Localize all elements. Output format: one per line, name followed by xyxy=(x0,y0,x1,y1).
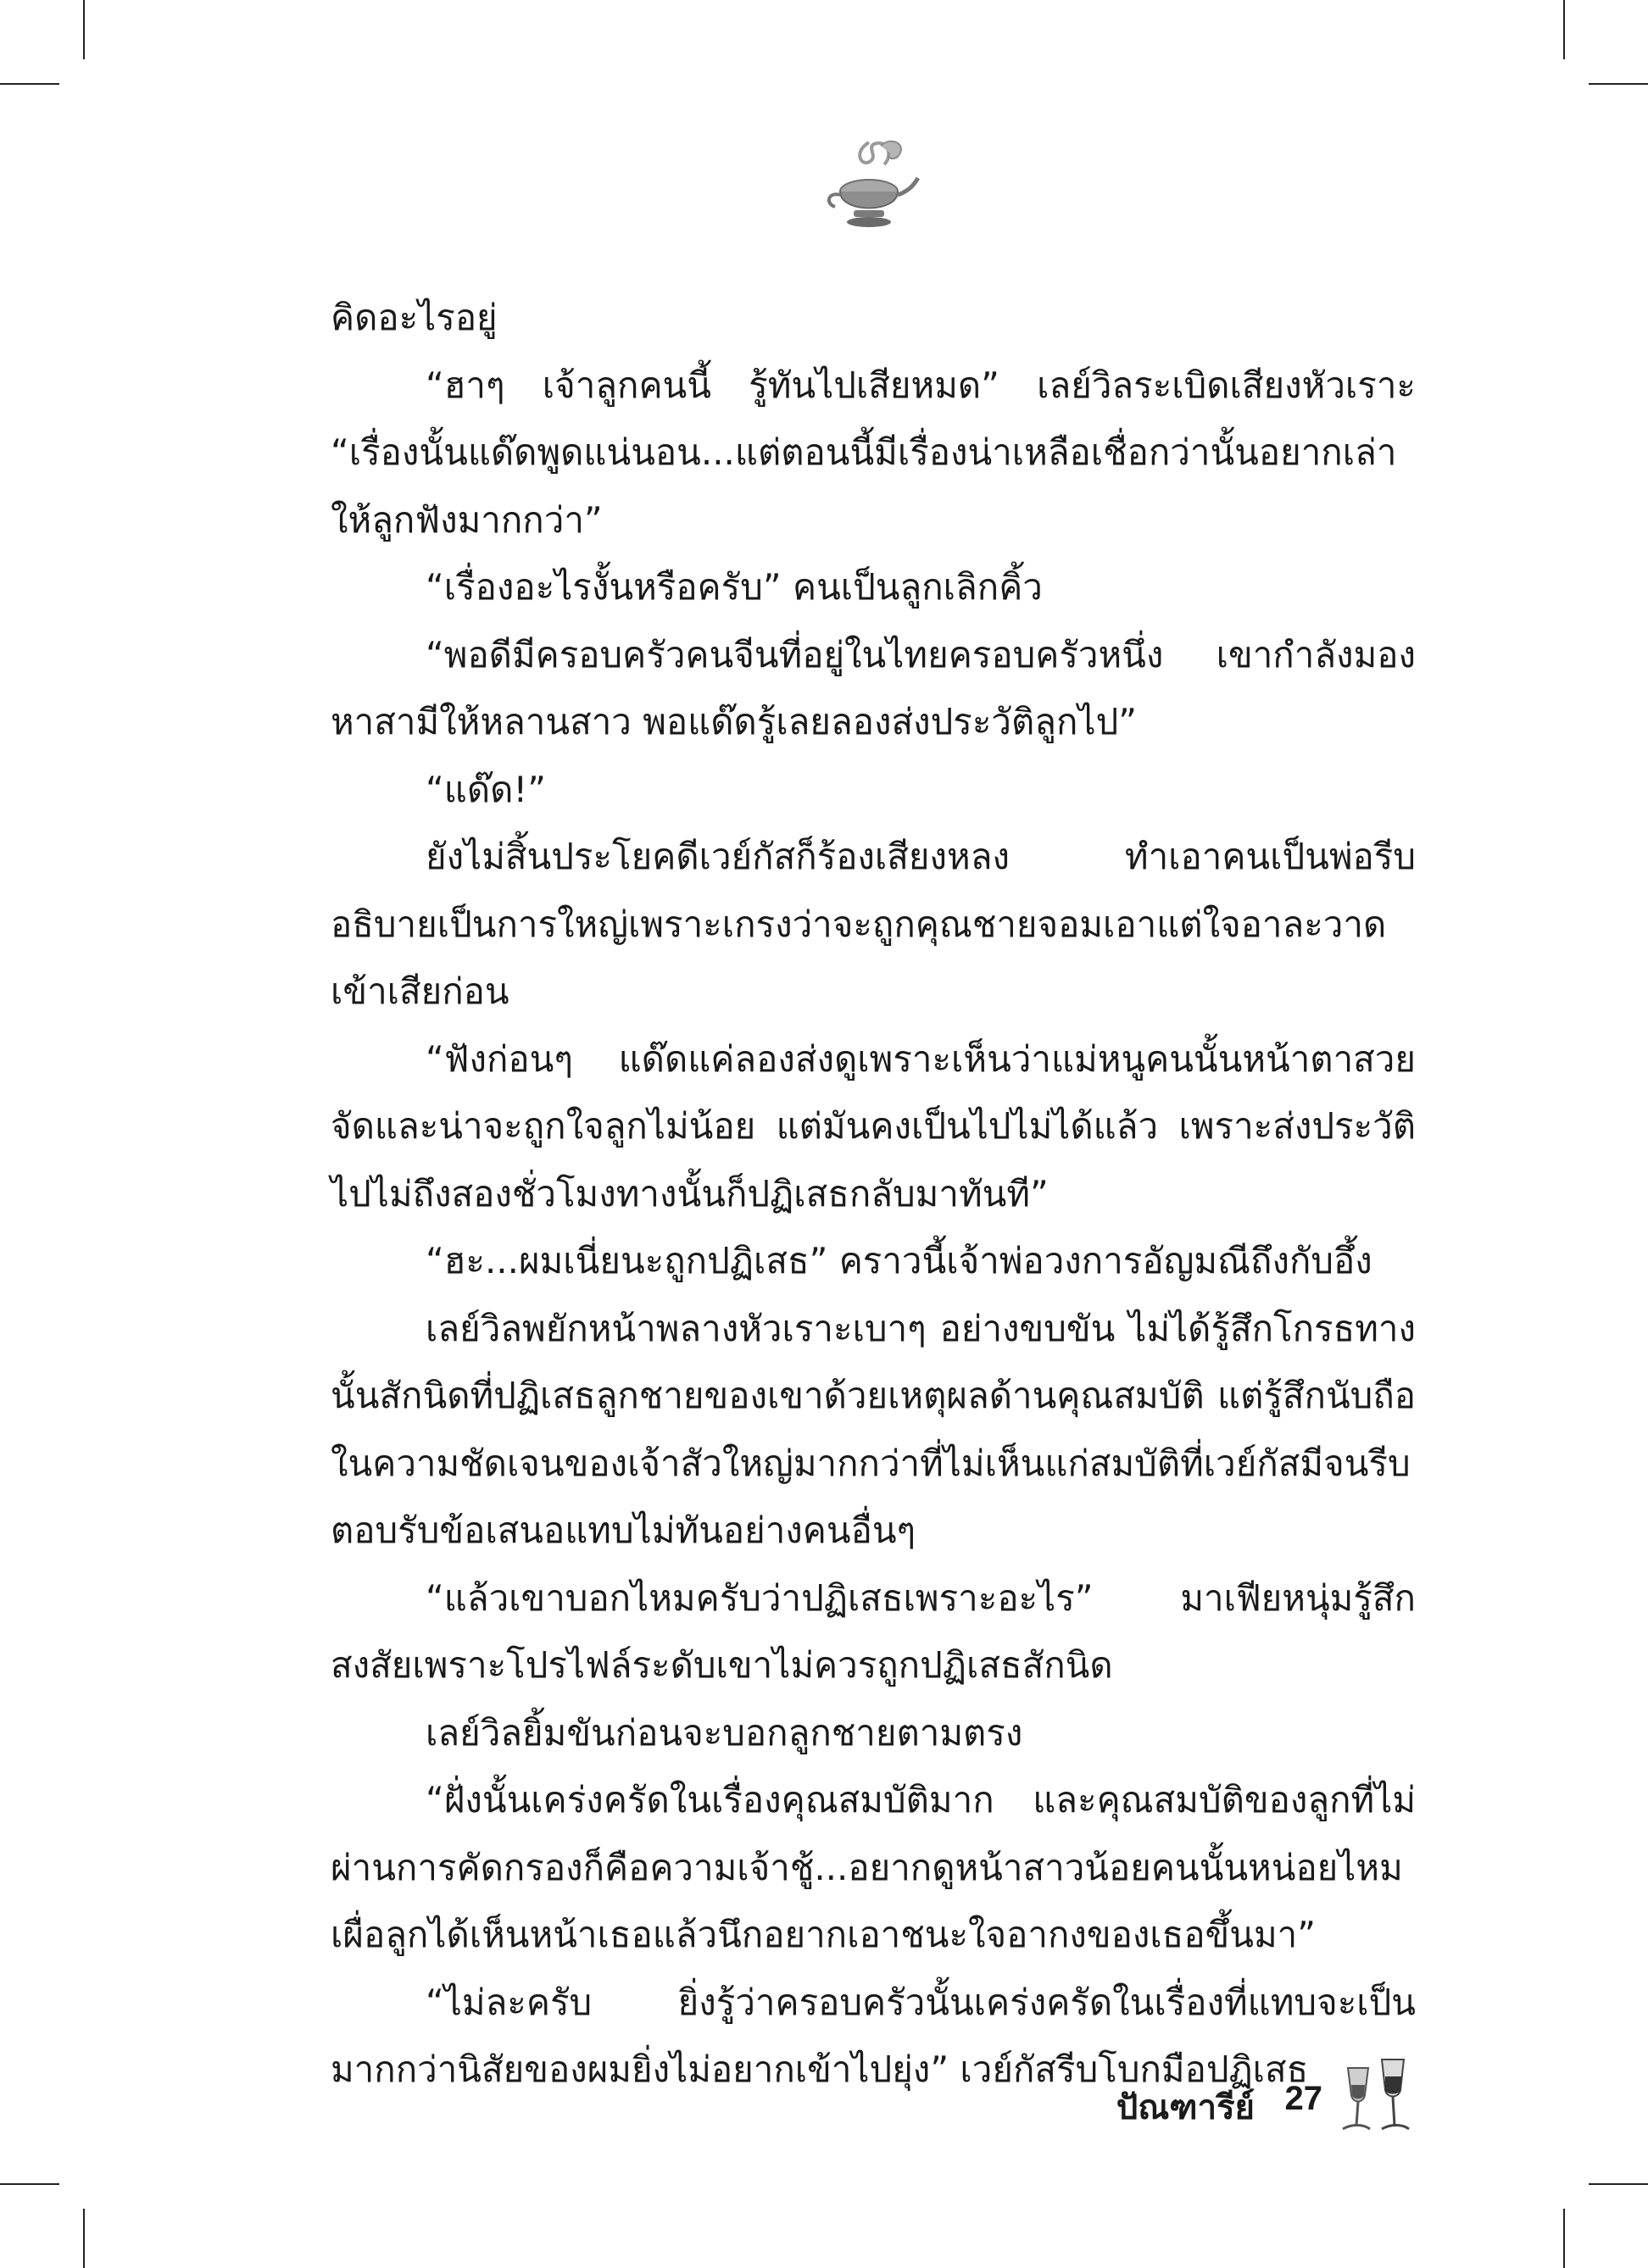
crop-mark xyxy=(1589,83,1648,85)
paragraph: เลย์วิลยิ้มขันก่อนจะบอกลูกชายตามตรง xyxy=(426,1711,1023,1754)
paragraph: เลย์วิลพยักหน้าพลางหัวเราะเบาๆ อย่างขบขัน ไม่ได้รู้สึกโกรธทางนั้นสักนิดที่ปฏิเสธลูกชายของเขาด้วยเหตุผลด้านคุณสมบัติ แต่รู้สึกนับถือในความชัดเจนของเจ้าสัวใหญ่มากกว่าที่ไม่เห็นแก่สมบัติที่เวย์กัสมีจนรีบตอบรับข้อเสนอแทบไม่ทันอย่างคนอื่นๆ xyxy=(331,1307,1416,1551)
crop-mark xyxy=(83,0,85,59)
crop-mark xyxy=(0,83,59,85)
paragraph: คิดอะไรอยู่ xyxy=(331,297,498,338)
crop-mark xyxy=(1563,0,1565,59)
wine-glasses-icon xyxy=(1331,2051,1424,2144)
paragraph: “ไม่ละครับ ยิ่งรู้ว่าครอบครัวนั้นเคร่งครัดในเรื่องที่แทบจะเป็นมากกว่านิสัยของผมยิ่งไม่อยากเข้าไปยุ่ง” เวย์กัสรีบโบกมือปฏิเสธ xyxy=(331,1981,1416,2090)
paragraph: “แด๊ด!” xyxy=(426,768,546,810)
paragraph: “พอดีมีครอบครัวคนจีนที่อยู่ในไทยครอบครัวหนึ่ง เขากำลังมองหาสามีให้หลานสาว พอแด๊ดรู้เลยลองส่งประวัติลูกไป” xyxy=(331,633,1416,742)
crop-mark xyxy=(1563,2209,1565,2268)
crop-mark xyxy=(0,2183,59,2185)
paragraph: “แล้วเขาบอกไหมครับว่าปฏิเสธเพราะอะไร” มาเฟียหนุ่มรู้สึกสงสัยเพราะโปรไฟล์ระดับเขาไม่ควรถูกปฏิเสธสักนิด xyxy=(331,1576,1416,1686)
paragraph: “ฮาๆ เจ้าลูกคนนี้ รู้ทันไปเสียหมด” เลย์วิลระเบิดเสียงหัวเราะ “เรื่องนั้นแด๊ดพูดแน่นอน...แต่ตอนนี้มีเรื่องน่าเหลือเชื่อกว่านั้นอยากเล่าให้ลูกฟังมากกว่า” xyxy=(331,364,1416,541)
crop-mark xyxy=(1589,2183,1648,2185)
text-body xyxy=(331,284,1416,2104)
paragraph: “ฟังก่อนๆ แด๊ดแค่ลองส่งดูเพราะเห็นว่าแม่หนูคนนั้นหน้าตาสวยจัดและน่าจะถูกใจลูกไม่น้อย แต่มันคงเป็นไปไม่ได้แล้ว เพราะส่งประวัติไปไม่ถึงสองชั่วโมงทางนั้นก็ปฏิเสธกลับมาทันที” xyxy=(331,1037,1416,1215)
paragraph: “เรื่องอะไรงั้นหรือครับ” คนเป็นลูกเลิกคิ้ว xyxy=(426,566,1043,608)
genie-lamp-icon xyxy=(818,136,920,237)
crop-mark xyxy=(83,2209,85,2268)
paragraph: “ฝั่งนั้นเคร่งครัดในเรื่องคุณสมบัติมาก และคุณสมบัติของลูกที่ไม่ผ่านการคัดกรองก็คือความเจ้าชู้...อยากดูหน้าสาวน้อยคนนั้นหน่อยไหม เผื่อลูกได้เห็นหน้าเธอแล้วนึกอยากเอาชนะใจอากงของเธอขึ้นมา” xyxy=(331,1779,1416,1955)
page-number: 27 xyxy=(1284,2080,1322,2117)
paragraph: ยังไม่สิ้นประโยคดีเวย์กัสก็ร้องเสียงหลง ทำเอาคนเป็นพ่อรีบอธิบายเป็นการใหญ่เพราะเกรงว่าจะถูกคุณชายจอมเอาแต่ใจอาละวาดเข้าเสียก่อน xyxy=(331,836,1416,1012)
author-name: ปัณฑารีย์ xyxy=(1116,2088,1255,2127)
paragraph: “ฮะ...ผมเนี่ยนะถูกปฏิเสธ” คราวนี้เจ้าพ่อวงการอัญมณีถึงกับอึ้ง xyxy=(426,1240,1372,1281)
page-footer xyxy=(1085,2051,1424,2144)
